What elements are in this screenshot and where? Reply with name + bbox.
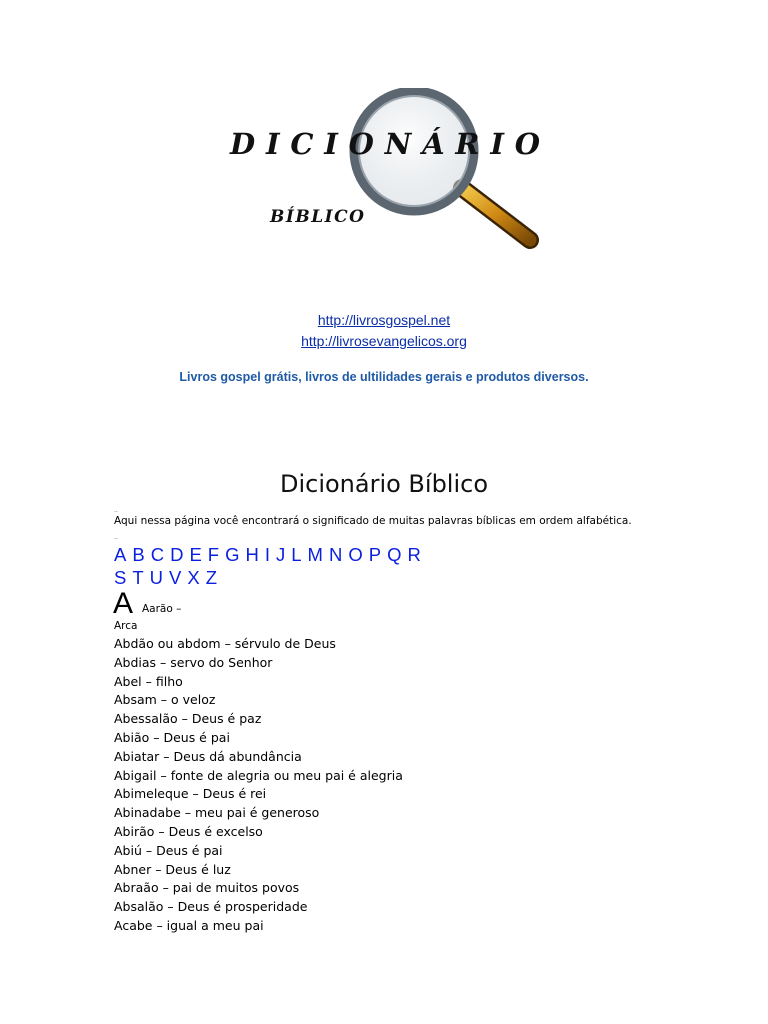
alphabet-letter-l[interactable]: L xyxy=(291,544,303,565)
alphabet-letter-h[interactable]: H xyxy=(245,544,260,565)
section-letter: A xyxy=(113,587,134,620)
alphabet-letter-r[interactable]: R xyxy=(407,544,422,565)
alphabet-letter-i[interactable]: I xyxy=(264,544,271,565)
dictionary-entry: Absalão – Deus é prosperidade xyxy=(114,899,308,915)
alphabet-letter-j[interactable]: J xyxy=(276,544,287,565)
alphabet-letter-v[interactable]: V xyxy=(169,567,183,588)
alphabet-letter-s[interactable]: S xyxy=(114,567,128,588)
dictionary-entry: Abirão – Deus é excelso xyxy=(114,823,263,839)
alphabet-letter-c[interactable]: C xyxy=(150,544,166,565)
alphabet-letter-q[interactable]: Q xyxy=(387,544,403,565)
dictionary-entry: Abraão – pai de muitos povos xyxy=(114,880,300,896)
dictionary-entry: Absam – o veloz xyxy=(114,692,216,708)
alphabet-letter-b[interactable]: B xyxy=(132,544,146,565)
alphabet-letter-o[interactable]: O xyxy=(348,544,364,565)
dictionary-entry: Abinadabe – meu pai é generoso xyxy=(114,805,320,821)
alphabet-letter-e[interactable]: E xyxy=(189,544,203,565)
dictionary-entries xyxy=(114,635,403,936)
alphabet-letter-n[interactable]: N xyxy=(328,544,344,565)
dictionary-entry: Abel – filho xyxy=(114,673,183,689)
alphabet-nav-row-2 xyxy=(114,567,223,589)
alphabet-letter-u[interactable]: U xyxy=(149,567,165,588)
intro-text: Aqui nessa página você encontrará o significado de muitas palavras bíblicas em ordem alfabética. xyxy=(114,515,632,527)
dots-separator: .. xyxy=(114,534,118,541)
dictionary-entry: Abião – Deus é pai xyxy=(114,729,230,745)
page-title: Dicionário Bíblico xyxy=(279,470,489,498)
dictionary-entry: Abdias – servo do Senhor xyxy=(114,654,273,670)
alphabet-letter-m[interactable]: M xyxy=(307,544,324,565)
dictionary-entry: Abner – Deus é luz xyxy=(114,861,231,877)
alphabet-letter-z[interactable]: Z xyxy=(205,567,219,588)
dictionary-entry: Abigail – fonte de alegria ou meu pai é alegria xyxy=(114,767,403,783)
svg-text:BÍBLICO: BÍBLICO xyxy=(270,207,366,227)
dictionary-entry: Abdão ou abdom – sérvulo de Deus xyxy=(114,636,336,651)
dictionary-entry: Abessalão – Deus é paz xyxy=(114,711,262,727)
alphabet-letter-t[interactable]: T xyxy=(132,567,145,588)
svg-text:DICIONÁRIO: DICIONÁRIO xyxy=(230,127,542,161)
entry-small: Aarão – xyxy=(142,603,182,615)
alphabet-letter-d[interactable]: D xyxy=(170,544,185,565)
dictionary-entry: Abiú – Deus é pai xyxy=(114,842,223,858)
alphabet-letter-a[interactable]: A xyxy=(114,544,128,565)
link-livrosgospel[interactable]: http://livrosgospel.net xyxy=(317,312,451,328)
dots-separator: .. xyxy=(114,507,118,514)
dictionary-entry: Abiatar – Deus dá abundância xyxy=(114,748,302,764)
alphabet-nav-row-1 xyxy=(114,544,427,566)
alphabet-letter-f[interactable]: F xyxy=(207,544,221,565)
alphabet-letter-p[interactable]: P xyxy=(368,544,383,565)
entry-small: Arca xyxy=(114,620,138,632)
alphabet-letter-x[interactable]: X xyxy=(187,567,201,588)
dictionary-entry: Acabe – igual a meu pai xyxy=(114,917,264,933)
dictionary-entry: Abimeleque – Deus é rei xyxy=(114,786,267,802)
link-livrosevangelicos[interactable]: http://livrosevangelicos.org xyxy=(301,333,467,349)
site-links xyxy=(0,310,768,352)
alphabet-letter-g[interactable]: G xyxy=(225,544,241,565)
tagline: Livros gospel grátis, livros de ultilidades gerais e produtos diversos. xyxy=(179,370,589,384)
dicionario-biblico-logo xyxy=(222,88,552,258)
